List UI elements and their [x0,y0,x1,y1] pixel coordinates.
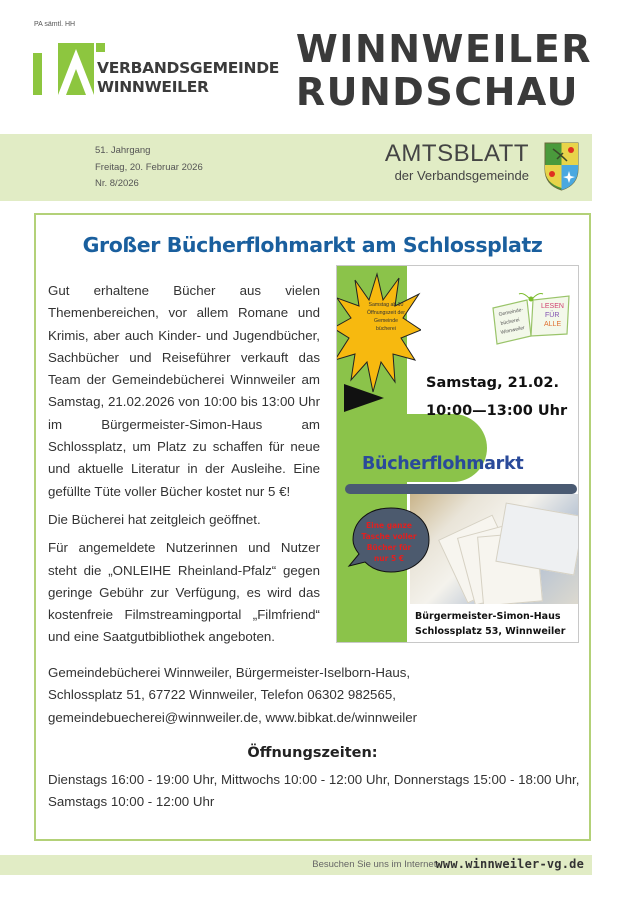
footer-website-link[interactable]: www.winnweiler-vg.de [435,857,584,871]
article-frame [34,213,591,841]
masthead [296,28,592,114]
poster-divider-bar [345,484,577,494]
bubble-line: Eine ganze [366,521,412,530]
issue-number: Nr. 8/2026 [95,178,139,189]
masthead-line-2: RUNDSCHAU [295,70,580,114]
starburst-line: Samstag ab 10 [368,302,404,308]
logo-line-2: WINNWEILER [97,78,209,96]
amtsblatt-subtitle: der Verbandsgemeinde [394,168,529,183]
svg-text:ALLE: ALLE [544,321,562,328]
logo-square-shape [96,43,105,52]
svg-text:FÜR: FÜR [545,312,560,319]
opening-hours-text: Dienstags 16:00 - 19:00 Uhr, Mittwochs 10:00 - 12:00 Uhr, Donnerstags 15:00 - 18:00 Uhr, Samstags 10:00 - 12:00 Uhr [48,772,580,810]
issue-band [0,134,592,201]
footer-label: Besuchen Sie uns im Internet: [312,859,439,870]
poster-time: 10:00—13:00 Uhr [426,403,568,419]
article-paragraph: Die Bücherei hat zeitgleich geöffnet. [48,511,261,527]
event-poster [336,265,579,643]
logo-bar-shape [33,53,42,95]
contact-line: Schlossplatz 51, 67722 Winnweiler, Telefon 06302 982565, [48,687,396,703]
starburst-text [357,301,415,333]
article-paragraph: Gut erhaltene Bücher aus vielen Themenbereichen, vor allem Romane und Krimis, aber auch Kinder- und Jugendbücher, Sachbücher und Reiseführer verkauft das Team der Gemeindebücherei Winnweiler am Samstag, 21.02.2026 von 10:00 bis 13:00 Uhr im Bürgermeister-Simon-Haus am Schlossplatz, um Platz zu schaffen für neue und aktuelle Literatur in der Ausleihe. Eine gefüllte Tüte voller Bücher kostet nur 5 €! [48,283,320,499]
pa-note: PA sämtl. HH [34,21,76,28]
lesen-fuer-alle-logo [489,290,574,350]
bubble-line: Tasche voller [361,532,417,541]
bubble-line: Bücher für [366,543,412,552]
vg-logo [33,43,280,96]
contact-line: gemeindebuecherei@winnweiler.de, www.bibkat.de/winnweiler [48,709,418,725]
poster-address-line-1: Bürgermeister-Simon-Haus [415,611,561,622]
article-body [48,280,320,655]
coat-of-arms-icon [543,141,580,191]
masthead-line-1: WINNWEILER [295,27,592,71]
article-paragraph: Für angemeldete Nutzerinnen und Nutzer steht die „ONLEIHE Rheinland-Pfalz“ gegen geringe Gebühr zur Verfügung, es wird das kostenfreie Filmstreamingportal „Filmfriend“ und eine Saatgutbibliothek angeboten. [48,540,320,645]
svg-text:Winnweiler: Winnweiler [500,325,526,336]
starburst-line: bücherei [376,326,396,332]
issue-meta [95,143,203,193]
svg-text:LESEN: LESEN [541,303,564,310]
starburst-line: Öffnungszeit der [367,310,405,316]
opening-hours-title: Öffnungszeiten: [247,745,378,761]
starburst-line: Gemeinde [374,318,398,324]
play-triangle-icon [344,384,384,412]
logo-line-1: VERBANDSGEMEINDE [97,59,280,77]
bubble-line: nur 5 € [373,554,405,563]
poster-title: Bücherflohmarkt [362,454,524,474]
footer-band [0,855,592,875]
issue-date: Freitag, 20. Februar 2026 [95,161,203,173]
poster-date: Samstag, 21.02. [426,375,559,391]
poster-address-line-2: Schlossplatz 53, Winnweiler [415,626,566,637]
logo-a-shape [58,43,94,95]
books-photo [410,494,578,604]
svg-text:bücherei: bücherei [500,317,521,327]
amtsblatt-label: AMTSBLATT [384,140,529,167]
contact-line: Gemeindebücherei Winnweiler, Bürgermeister-Iselborn-Haus, [48,665,411,680]
library-contact [48,662,417,729]
issue-jahrgang: 51. Jahrgang [95,145,151,156]
svg-text:Gemeinde-: Gemeinde- [498,306,524,318]
amtsblatt-title [385,140,529,184]
article-headline: Großer Bücherflohmarkt am Schlossplatz [82,233,543,257]
speech-bubble-text [355,520,423,564]
